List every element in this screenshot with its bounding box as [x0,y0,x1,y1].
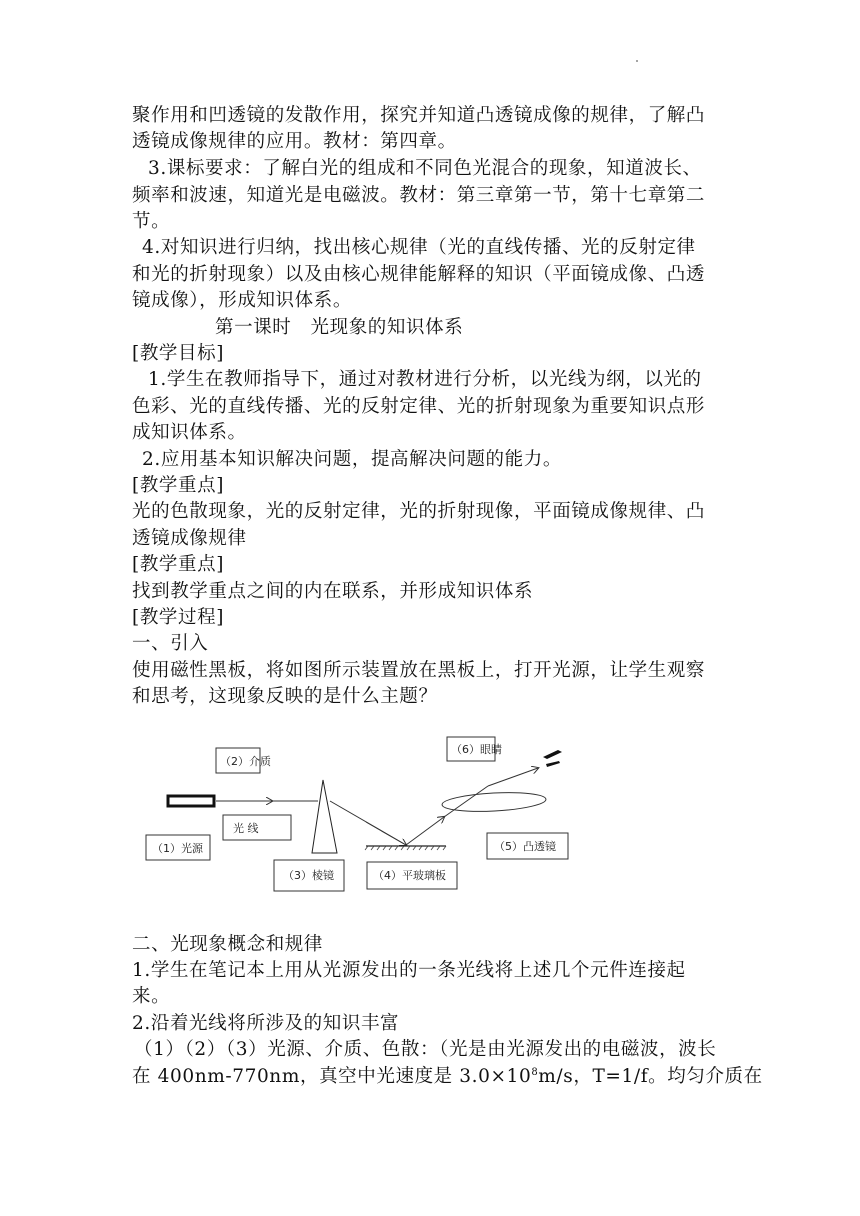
text-line: 光的色散现象，光的反射定律，光的折射现像，平面镜成像规律、凸 [132,501,706,522]
text-line: 成知识体系。 [132,422,247,443]
text-line: 色彩、光的直线传播、光的反射定律、光的折射现象为重要知识点形 [132,396,706,417]
label-eye: （6）眼睛 [451,743,502,756]
section-heading: [教学过程] [132,607,225,628]
text-line: 3.课标要求：了解白光的组成和不同色光混合的现象，知道波长、 [148,158,702,179]
text-line: 聚作用和凹透镜的发散作用，探究并知道凸透镜成像的规律，了解凸 [132,105,706,126]
text-line: 节。 [132,211,171,232]
section-heading: 二、光现象概念和规律 [132,934,324,955]
text-line: 2.应用基本知识解决问题，提高解决问题的能力。 [142,449,562,470]
section-heading: 一、引入 [132,633,209,654]
section-heading: [教学重点] [132,475,225,496]
label-ray: 光 线 [233,822,259,835]
text-line: 和思考，这现象反映的是什么主题？ [132,686,438,707]
ray-segment [366,822,406,845]
text-line [132,1065,763,1089]
text-line: 来。 [132,986,171,1007]
text-line: （1）（2）（3）光源、介质、色散：（光是由光源发出的电磁波，波长 [134,1039,717,1060]
label-prism: （3）棱镜 [283,869,334,882]
label-lens: （5）凸透镜 [494,840,556,853]
text-line: 使用磁性黑板，将如图所示装置放在黑板上，打开光源，让学生观察 [132,660,706,681]
text-line: 4.对知识进行归纳，找出核心规律（光的直线传播、光的反射定律 [142,237,696,258]
ray-segment [444,786,488,817]
text-fragment: m/s，T=1/f。均匀介质在 [538,1066,763,1087]
text-line: 镜成像），形成知识体系。 [132,290,352,311]
label-medium: （2）介质 [220,755,271,768]
text-line: 1.学生在教师指导下，通过对教材进行分析，以光线为纲，以光的 [148,369,702,390]
label-mirror: （4）平玻璃板 [373,869,446,882]
text-fragment: 在 400nm-770nm，真空中光速度是 3.0×10 [132,1066,532,1087]
convex-lens [442,790,547,813]
text-line: 和光的折射现象）以及由核心规律能解释的知识（平面镜成像、凸透 [132,264,706,285]
section-heading: [教学重点] [132,554,225,575]
label-source: （1）光源 [152,842,203,855]
exponent: 8 [531,1066,539,1078]
eye-symbol [546,761,560,767]
eye-symbol [543,750,562,759]
ray-to-eye [488,768,538,786]
text-line: 找到教学重点之间的内在联系，并形成知识体系 [132,581,534,602]
text-line: 1.学生在笔记本上用从光源发出的一条光线将上述几个元件连接起 [132,960,686,981]
text-line: 频率和波速，知道光是电磁波。教材：第三章第一节，第十七章第二 [132,185,706,206]
light-source [168,796,214,806]
section-heading: [教学目标] [132,343,225,364]
prism-shape [312,780,337,853]
text-line: 透镜成像规律的应用。教材：第四章。 [132,131,457,152]
text-line: 2.沿着光线将所涉及的知识丰富 [132,1013,400,1034]
lesson-title: 第一课时 光现象的知识体系 [215,317,464,338]
text-line: 透镜成像规律 [132,528,247,549]
ray-reflected [406,817,444,845]
